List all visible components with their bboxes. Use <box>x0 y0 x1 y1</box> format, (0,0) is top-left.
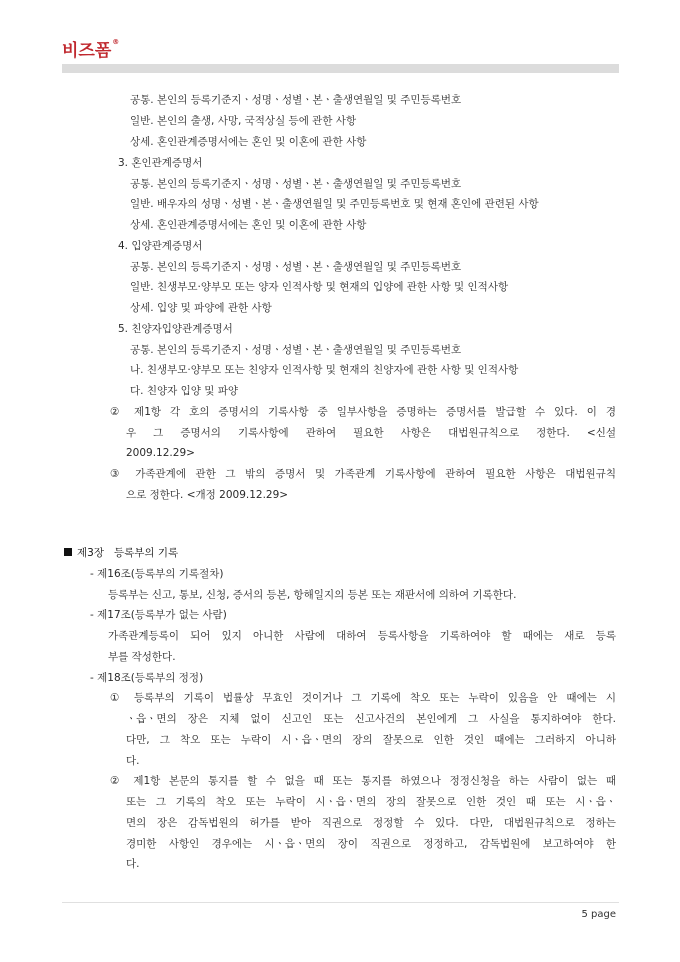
paragraph-line: ② 제1항 각 호의 증명서의 기록사항 중 일부사항을 증명하는 증명서를 발급할 수 있다. 이 경 <box>110 406 616 418</box>
registered-mark: ® <box>112 38 120 46</box>
paragraph-line: 으로 정한다. <개정 2009.12.29> <box>126 489 289 501</box>
page-number: 5 page <box>581 909 616 920</box>
text-line: 공통. 본인의 등록기준지ㆍ성명ㆍ성별ㆍ본ㆍ출생연월일 및 주민등록번호 <box>130 94 462 106</box>
logo-text: 비즈폼 <box>62 41 112 61</box>
item-heading: 4. 입양관계증명서 <box>118 240 203 252</box>
paragraph-line: 다만, 그 착오 또는 누락이 시ㆍ읍ㆍ면의 장의 잘못으로 인한 것인 때에는 그러하지 아니하 <box>126 734 616 746</box>
square-bullet-icon <box>64 548 72 556</box>
header-bar <box>62 64 619 73</box>
text-line: 상세. 혼인관계증명서에는 혼인 및 이혼에 관한 사항 <box>130 136 367 148</box>
text-line: 등록부는 신고, 통보, 신청, 증서의 등본, 항해일지의 등본 또는 재판서에 의하여 기록한다. <box>108 589 517 601</box>
paragraph-line: 면의 장은 감독법원의 허가를 받아 직권으로 정정할 수 있다. 다만, 대법원규칙으로 정하는 <box>126 817 616 829</box>
paragraph-line: 다. <box>126 755 140 767</box>
text-line: 일반. 본인의 출생, 사망, 국적상실 등에 관한 사항 <box>130 115 357 127</box>
text-line: 공통. 본인의 등록기준지ㆍ성명ㆍ성별ㆍ본ㆍ출생연월일 및 주민등록번호 <box>130 261 462 273</box>
text-line: 일반. 배우자의 성명ㆍ성별ㆍ본ㆍ출생연월일 및 주민등록번호 및 현재 혼인에 관련된 사항 <box>130 198 539 210</box>
text-line: 다. 친양자 입양 및 파양 <box>130 385 238 397</box>
bizform-logo <box>62 36 119 61</box>
article-heading: - 제17조(등록부가 없는 사람) <box>90 609 227 621</box>
text-line: 나. 친생부모·양부모 또는 친양자 인적사항 및 현재의 친양자에 관한 사항 및 인적사항 <box>130 364 519 376</box>
text-line: 상세. 입양 및 파양에 관한 사항 <box>130 302 272 314</box>
paragraph-line: 다. <box>126 858 140 870</box>
paragraph-line: 가족관계등록이 되어 있지 아니한 사람에 대하여 등록사항을 기록하여야 할 때에는 새로 등록 <box>108 630 616 642</box>
paragraph-line: ① 등록부의 기록이 법률상 무효인 것이거나 그 기록에 착오 또는 누락이 있음을 안 때에는 시 <box>110 692 616 704</box>
paragraph-line: 경미한 사항인 경우에는 시ㆍ읍ㆍ면의 장이 직권으로 정정하고, 감독법원에 보고하여야 한 <box>126 838 616 850</box>
paragraph-line: 2009.12.29> <box>126 447 195 459</box>
article-heading: - 제18조(등록부의 정정) <box>90 672 204 684</box>
paragraph-line: ③ 가족관계에 관한 그 밖의 증명서 및 가족관계 기록사항에 관하여 필요한 사항은 대법원규칙 <box>110 468 616 480</box>
chapter-title: 제3장 등록부의 기록 <box>77 547 179 559</box>
footer-divider <box>62 902 619 903</box>
item-heading: 3. 혼인관계증명서 <box>118 157 203 169</box>
text-line: 상세. 혼인관계증명서에는 혼인 및 이혼에 관한 사항 <box>130 219 367 231</box>
text-line: 일반. 친생부모·양부모 또는 양자 인적사항 및 현재의 입양에 관한 사항 및 인적사항 <box>130 281 509 293</box>
paragraph-line: 또는 그 기록의 착오 또는 누락이 시ㆍ읍ㆍ면의 장의 잘못으로 인한 것인 때 또는 시ㆍ읍ㆍ <box>126 796 616 808</box>
item-heading: 5. 친양자입양관계증명서 <box>118 323 233 335</box>
paragraph-line: 우 그 증명서의 기록사항에 관하여 필요한 사항은 대법원규칙으로 정한다. <신설 <box>126 427 616 439</box>
paragraph-line: ② 제1항 본문의 통지를 할 수 없을 때 또는 통지를 하였으나 정정신청을 하는 사람이 없는 때 <box>110 775 616 787</box>
text-line: 공통. 본인의 등록기준지ㆍ성명ㆍ성별ㆍ본ㆍ출생연월일 및 주민등록번호 <box>130 178 462 190</box>
chapter-heading <box>64 546 178 560</box>
article-heading: - 제16조(등록부의 기록절차) <box>90 568 224 580</box>
text-line: 공통. 본인의 등록기준지ㆍ성명ㆍ성별ㆍ본ㆍ출생연월일 및 주민등록번호 <box>130 344 462 356</box>
paragraph-line: 부를 작성한다. <box>108 651 176 663</box>
paragraph-line: ㆍ읍ㆍ면의 장은 지체 없이 신고인 또는 신고사건의 본인에게 그 사실을 통지하여야 한다. <box>126 713 616 725</box>
